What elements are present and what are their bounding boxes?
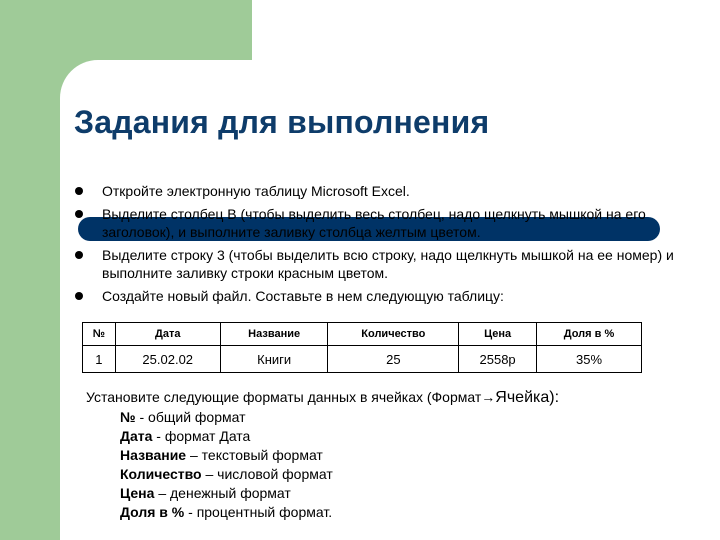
task-item (74, 205, 674, 241)
column-header-share: Доля в % (537, 323, 642, 346)
format-instructions (86, 388, 686, 522)
bullet-dot-icon (75, 251, 83, 259)
format-item (120, 484, 686, 503)
slide-title: Задания для выполнения (74, 104, 490, 140)
table-row (83, 346, 642, 373)
task-item (74, 182, 674, 200)
sample-table (82, 322, 642, 373)
format-desc: - процентный формат. (184, 504, 333, 520)
table-cell: 25 (328, 346, 459, 373)
table-cell: 35% (537, 346, 642, 373)
format-desc: – текстовый формат (186, 447, 323, 463)
column-header-name: Название (220, 323, 328, 346)
task-text: Выделите строку 3 (чтобы выделить всю строку, надо щелкнуть мышкой на ее номер) и выполните заливку строки красным цветом. (102, 247, 674, 281)
task-text: Откройте электронную таблицу Microsoft Excel. (102, 183, 410, 199)
format-term: Количество (120, 466, 202, 482)
format-term: Доля в % (120, 504, 185, 520)
task-item (74, 246, 674, 282)
column-header-date: Дата (115, 323, 220, 346)
task-list (74, 182, 674, 310)
table-cell: Книги (220, 346, 328, 373)
table-cell: 1 (83, 346, 116, 373)
bullet-dot-icon (75, 187, 83, 195)
format-desc: – числовой формат (201, 466, 333, 482)
format-term: Цена (120, 485, 155, 501)
format-lead (86, 388, 686, 407)
format-item (120, 427, 686, 446)
format-lead-tail: Ячейка): (495, 389, 560, 406)
task-item (74, 287, 674, 305)
column-header-number: № (83, 323, 116, 346)
task-text: Создайте новый файл. Составьте в нем следующую таблицу: (102, 288, 504, 304)
format-item (120, 408, 686, 427)
format-desc: – денежный формат (154, 485, 291, 501)
table-header-row (83, 323, 642, 346)
format-desc: - общий формат (135, 409, 246, 425)
format-item (120, 465, 686, 484)
format-item (120, 503, 686, 522)
format-lead-text: Установите следующие форматы данных в ячейках (Формат (86, 389, 482, 405)
format-desc: - формат Дата (152, 428, 251, 444)
bullet-dot-icon (75, 292, 83, 300)
column-header-price: Цена (459, 323, 537, 346)
table-cell: 25.02.02 (115, 346, 220, 373)
arrow-right-icon: → (481, 389, 496, 405)
bullet-dot-icon (75, 210, 83, 218)
format-item (120, 446, 686, 465)
format-term: № (120, 409, 136, 425)
format-term: Название (120, 447, 187, 463)
table-cell: 2558р (459, 346, 537, 373)
format-term: Дата (120, 428, 153, 444)
column-header-quantity: Количество (328, 323, 459, 346)
task-text: Выделите столбец В (чтобы выделить весь столбец, надо щелкнуть мышкой на его заголовок), и выполните заливку столбца желтым цветом. (102, 206, 646, 240)
